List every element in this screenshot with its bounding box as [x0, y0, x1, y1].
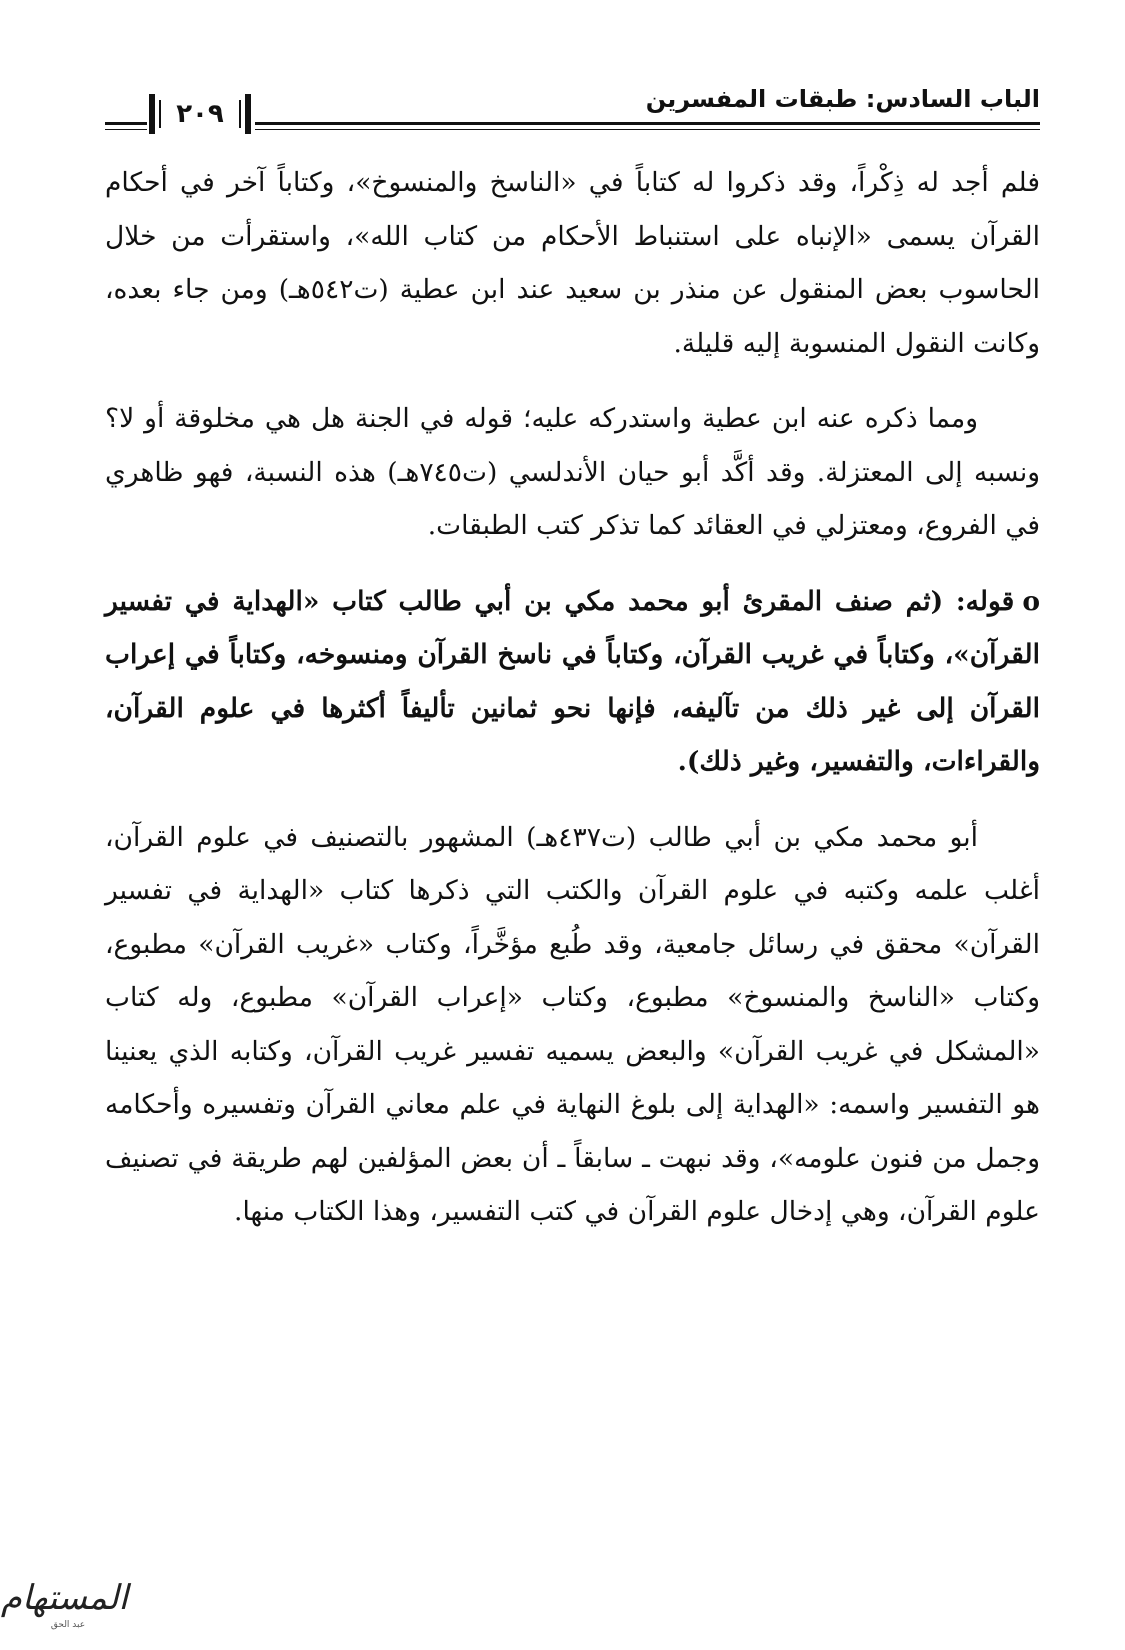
- paragraph-1-text: فلم أجد له ذِكْراً، وقد ذكروا له كتاباً في «الناسخ والمنسوخ»، وكتاباً آخر في أحكام القرآن يسمى «الإنباه على استنباط الأحكام من كتاب الله»، واستقرأت من خلال الحاسوب بعض المنقول عن منذر بن سعيد عند ابن عطية (ت٥٤٢هـ) ومن جاء بعده، وكانت النقول المنسوبة إليه قليلة.: [105, 167, 1041, 359]
- running-title: الباب السادس: طبقات المفسرين: [645, 85, 1040, 113]
- paragraph-2-text: ومما ذكره عنه ابن عطية واستدركه عليه؛ قوله في الجنة هل هي مخلوقة أو لا؟ ونسبه إلى المعتزلة. وقد أكَّد أبو حيان الأندلسي (ت٧٤٥هـ) هذه النسبة، فهو ظاهري في الفروع، ومعتزلي في العقائد كما تذكر كتب الطبقات.: [105, 403, 1040, 541]
- page-number-frame: [149, 94, 251, 134]
- quoted-passage-text: قوله: (ثم صنف المقرئ أبو محمد مكي بن أبي طالب كتاب «الهداية في تفسير القرآن»، وكتاباً في غريب القرآن، وكتاباً في ناسخ القرآن ومنسوخه، وكتاباً في إعراب القرآن إلى غير ذلك من تآليفه، فإنها نحو ثمانين تأليفاً أكثرها في علوم القرآن، والقراءات، والتفسير، وغير ذلك).: [105, 585, 1040, 777]
- header-rule-left-thick: [105, 122, 147, 125]
- watermark-sub: عبد الحق: [50, 1620, 86, 1630]
- header-rule-thick: [255, 122, 1040, 125]
- page-header: [105, 78, 1040, 148]
- quoted-passage: [105, 575, 1040, 789]
- header-rule-thin: [255, 129, 1040, 130]
- watermark-logo: [0, 1577, 128, 1641]
- bullet-ring-icon: o: [1022, 585, 1040, 617]
- paragraph-1: [105, 156, 1040, 370]
- page-number: ٢٠٩: [176, 99, 224, 129]
- paragraph-4: [105, 811, 1040, 1239]
- watermark-name: المستهام: [0, 1578, 128, 1618]
- body-text: [105, 156, 1040, 1239]
- paragraph-2: [105, 392, 1040, 553]
- paragraph-4-text: أبو محمد مكي بن أبي طالب (ت٤٣٧هـ) المشهور بالتصنيف في علوم القرآن، أغلب علمه وكتبه في علوم القرآن والكتب التي ذكرها كتاب «الهداية في تفسير القرآن» محقق في رسائل جامعية، وقد طُبع مؤخَّراً، وكتاب «غريب القرآن» مطبوع، وكتاب «الناسخ والمنسوخ» مطبوع، وكتاب «إعراب القرآن» مطبوع، وله كتاب «المشكل في غريب القرآن» والبعض يسميه تفسير غريب القرآن، وكتابه الذي يعنينا هو التفسير واسمه: «الهداية إلى بلوغ النهاية في علم معاني القرآن وتفسيره وأحكامه وجمل من فنون علومه»، وقد نبهت ـ سابقاً ـ أن بعض المؤلفين لهم طريقة في تصنيف علوم القرآن، وهي إدخال علوم القرآن في كتب التفسير، وهذا الكتاب منها.: [105, 821, 1040, 1227]
- header-rule-left-thin: [105, 129, 147, 130]
